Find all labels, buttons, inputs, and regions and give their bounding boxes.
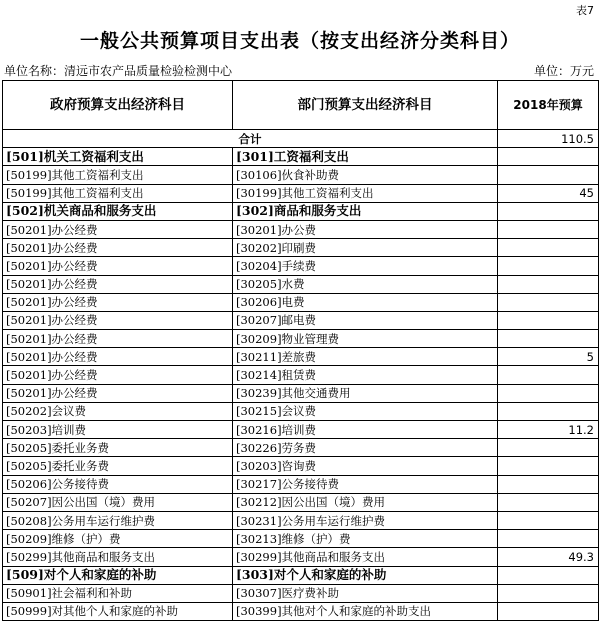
header-gov-category: 政府预算支出经济科目 (3, 81, 233, 130)
dept-category-cell: [30213]维修（护）费 (233, 530, 498, 548)
gov-category-cell: [50999]对其他个人和家庭的补助 (3, 602, 233, 620)
dept-category-cell: [30203]咨询费 (233, 457, 498, 475)
dept-category-cell: [30239]其他交通费用 (233, 384, 498, 402)
budget-amount-cell (498, 311, 599, 329)
dept-category-cell: [30299]其他商品和服务支出 (233, 548, 498, 566)
gov-category-cell: [50201]办公经费 (3, 239, 233, 257)
gov-category-cell: [50201]办公经费 (3, 257, 233, 275)
budget-amount-cell (498, 511, 599, 529)
dept-category-cell: [30211]差旅费 (233, 348, 498, 366)
table-row (3, 402, 599, 420)
dept-category-cell: [30217]公务接待费 (233, 475, 498, 493)
gov-category-cell: [50202]会议费 (3, 402, 233, 420)
header-dept-category: 部门预算支出经济科目 (233, 81, 498, 130)
category-row (3, 566, 599, 584)
gov-category-cell: [50199]其他工资福利支出 (3, 166, 233, 184)
dept-category-cell: [303]对个人和家庭的补助 (233, 566, 498, 584)
gov-category-cell: [50201]办公经费 (3, 330, 233, 348)
header-budget-2018: 2018年预算 (498, 81, 599, 130)
budget-amount-cell (498, 330, 599, 348)
gov-category-cell: [50207]因公出国（境）费用 (3, 493, 233, 511)
budget-amount-cell (498, 530, 599, 548)
budget-amount-cell (498, 602, 599, 620)
dept-category-cell: [30207]邮电费 (233, 311, 498, 329)
gov-category-cell: [50201]办公经费 (3, 220, 233, 238)
table-row (3, 257, 599, 275)
table-row (3, 457, 599, 475)
table-row (3, 220, 599, 238)
gov-category-cell: [50205]委托业务费 (3, 457, 233, 475)
budget-amount-cell (498, 584, 599, 602)
dept-category-cell: [30201]办公费 (233, 220, 498, 238)
budget-amount-cell (498, 493, 599, 511)
gov-category-cell: [501]机关工资福利支出 (3, 148, 233, 166)
dept-category-cell: [30215]会议费 (233, 402, 498, 420)
table-row (3, 511, 599, 529)
gov-category-cell: [50201]办公经费 (3, 293, 233, 311)
dept-category-cell: [30205]水费 (233, 275, 498, 293)
dept-category-cell: [30226]劳务费 (233, 439, 498, 457)
gov-category-cell: [509]对个人和家庭的补助 (3, 566, 233, 584)
budget-amount-cell (498, 402, 599, 420)
gov-category-cell: [502]机关商品和服务支出 (3, 202, 233, 220)
table-row (3, 275, 599, 293)
budget-amount-cell (498, 475, 599, 493)
table-number-tag: 表7 (576, 4, 594, 17)
dept-category-cell: [302]商品和服务支出 (233, 202, 498, 220)
budget-amount-cell: 11.2 (498, 421, 599, 439)
table-row (3, 493, 599, 511)
dept-category-cell: [30214]租赁费 (233, 366, 498, 384)
gov-category-cell: [50201]办公经费 (3, 384, 233, 402)
gov-category-cell: [50201]办公经费 (3, 311, 233, 329)
table-row (3, 293, 599, 311)
dept-category-cell: [30231]公务用车运行维护费 (233, 511, 498, 529)
table-header-row (3, 81, 599, 130)
table-row (3, 330, 599, 348)
category-row (3, 202, 599, 220)
table-row (3, 530, 599, 548)
gov-category-cell: [50208]公务用车运行维护费 (3, 511, 233, 529)
dept-category-cell: [30106]伙食补助费 (233, 166, 498, 184)
dept-category-cell: [30206]电费 (233, 293, 498, 311)
budget-amount-cell: 49.3 (498, 548, 599, 566)
total-row (3, 130, 599, 148)
budget-amount-cell (498, 202, 599, 220)
budget-table (2, 80, 599, 621)
category-row (3, 148, 599, 166)
budget-amount-cell: 45 (498, 184, 599, 202)
table-row (3, 439, 599, 457)
table-row (3, 348, 599, 366)
dept-category-cell: [30399]其他对个人和家庭的补助支出 (233, 602, 498, 620)
gov-category-cell: [50209]维修（护）费 (3, 530, 233, 548)
dept-category-cell: [301]工资福利支出 (233, 148, 498, 166)
gov-category-cell: [50203]培训费 (3, 421, 233, 439)
gov-category-cell: [50901]社会福利和补助 (3, 584, 233, 602)
dept-category-cell: [30209]物业管理费 (233, 330, 498, 348)
gov-category-cell: [50206]公务接待费 (3, 475, 233, 493)
gov-category-cell: [50205]委托业务费 (3, 439, 233, 457)
budget-amount-cell (498, 275, 599, 293)
budget-amount-cell (498, 439, 599, 457)
table-row (3, 311, 599, 329)
budget-amount-cell (498, 457, 599, 475)
dept-category-cell: [30199]其他工资福利支出 (233, 184, 498, 202)
budget-amount-cell (498, 148, 599, 166)
table-row (3, 548, 599, 566)
budget-amount-cell: 5 (498, 348, 599, 366)
budget-amount-cell (498, 384, 599, 402)
total-label: 合计 (3, 130, 498, 148)
unit-name-label: 单位名称：清远市农产品质量检验检测中心 (4, 64, 233, 78)
budget-amount-cell (498, 239, 599, 257)
gov-category-cell: [50299]其他商品和服务支出 (3, 548, 233, 566)
table-row (3, 166, 599, 184)
gov-category-cell: [50201]办公经费 (3, 275, 233, 293)
budget-amount-cell (498, 366, 599, 384)
dept-category-cell: [30216]培训费 (233, 421, 498, 439)
dept-category-cell: [30307]医疗费补助 (233, 584, 498, 602)
dept-category-cell: [30202]印刷费 (233, 239, 498, 257)
total-amount: 110.5 (498, 130, 599, 148)
table-row (3, 239, 599, 257)
dept-category-cell: [30212]因公出国（境）费用 (233, 493, 498, 511)
page-title: 一般公共预算项目支出表（按支出经济分类科目） (79, 30, 520, 52)
dept-category-cell: [30204]手续费 (233, 257, 498, 275)
table-row (3, 366, 599, 384)
table-row (3, 475, 599, 493)
table-row (3, 584, 599, 602)
gov-category-cell: [50201]办公经费 (3, 366, 233, 384)
table-row (3, 184, 599, 202)
budget-amount-cell (498, 293, 599, 311)
table-row (3, 384, 599, 402)
budget-amount-cell (498, 566, 599, 584)
budget-amount-cell (498, 220, 599, 238)
table-row (3, 602, 599, 620)
budget-amount-cell (498, 257, 599, 275)
table-row (3, 421, 599, 439)
currency-unit-label: 单位：万元 (533, 64, 594, 78)
gov-category-cell: [50199]其他工资福利支出 (3, 184, 233, 202)
gov-category-cell: [50201]办公经费 (3, 348, 233, 366)
budget-amount-cell (498, 166, 599, 184)
